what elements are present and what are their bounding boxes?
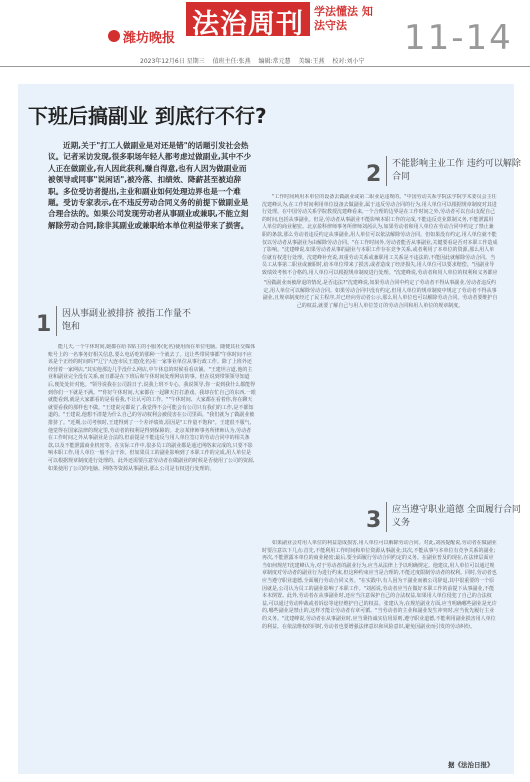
masthead-rule xyxy=(0,66,530,67)
section-1-title: 因从事副业被排挤 被指工作量不饱和 xyxy=(62,309,191,332)
section-1-bar xyxy=(56,306,57,336)
info-date: 2023年12月6日 星期三 xyxy=(140,58,205,65)
page-number: 11-14 xyxy=(404,18,513,58)
section-1-text: 能几天,一个午休时间,她都在给书贴主的小服务(化名)使用而在单位电脑。随便其社交媒体账号上的一名事务好相关信息,要么电话吃的那种一个就去了。这让些带同事都"午休时间不应该是个正经的时间吗?"辽宁大连市民王建(化名)在一家事业单位从事行政工作。除了上班外还经营着一家网店,"其实他那边几乎没什么网店,中午休息的时候看看店铺。"王建坦言道,他的主业和副业完全没有关系,而且都是在下班后和午休时间处理网店的事。但在说到带领领导知道后,便处处针对他。"领导说我在公司混日子,说我上班不专心。我说领导,你一说到我什么都能得到你们一下就是不满。""你好午休时间,大家都在一起聊天打打游戏、我却在忙自己的东西,一眼就能看到,就是大家都看的是看看我,不让认可的工作。""午休时间、大家都在看着你,你在聊天就要看我的那样也不做。"王建说完都说了,我觉得不会可能会有公司只有我们的工作,是不都知道的。"王建说,他想不清楚为什么自己的劳动权利会被侵害在公司里面。"我们就为了做副业被排挤了。"近期,公司考核时,王建得到了一个差评绩效,原因是"工作量不饱和"。王建很不服气,他觉得在国家法律的规定里,劳动者的权利是得到保障的。北京某律师事务所律师认为,劳动者在工作时间之外从事副业是合法的,但前提是不能违反与用人单位签订的劳动合同中的相关条款,以及不能泄露商业机密等。在实际工作中,很多员工的副业都是通过网络来完成的,只要不影响本职工作,用人单位一般不会干涉。但如果员工的副业影响到了本职工作的完成,用人单位是可以根据规章制度进行处理的。此外还需要注意劳动者在做副业的时候是否使用了公司的资源,如果使用了公司的电脑、网络等资源从事副业,那么公司是有权进行处理的。 xyxy=(48,344,256,472)
page-title: 法治周刊 xyxy=(192,9,304,40)
brand-logo-icon xyxy=(108,30,120,42)
brand-name: 潍坊晚报 xyxy=(123,31,176,46)
section-2-title: 不能影响主业工作 违约可以解除合同 xyxy=(392,159,521,182)
info-proof: 校对:刘小宁 xyxy=(332,58,365,65)
article-intro: 近期,关于"打工人做副业是对还是错"的话题引发社会热议。记者采访发现,很多职场年轻人都考虑过做副业,其中不少人正在做副业,有人因此获利,赚自得意,也有人因为做副业而被领导或同事"说闲话",被冷落、扣绩效、降薪甚至被迫辞职。多位受访者提出,主业和副业如何处理边界也是一个难题。受访专家表示,在不违反劳动合同义务的前提下做副业是合理合法的。如果公司发现劳动者从事副业或兼职,不能立刻解除劳动合同,除非其副业或兼职给本单位利益带来了损害。 xyxy=(48,141,252,230)
info-duty: 值班主任:张燕 xyxy=(212,58,251,65)
section-2-bar xyxy=(386,156,387,186)
info-line xyxy=(140,56,370,65)
masthead xyxy=(0,0,530,64)
section-2-text: "工作时间利用本单位的设备去做副业或第二职业是违规的。"中国劳动关系学院法学院学术委员会主任沈建峰认为,在工作时间利用单位设备去做副业,属于违反劳动合同的行为,用人单位可以根据规章制度对其进行处理。在中国劳动关系学院教授沈建峰看来,一个合理的边界是在工作时间之外,劳动者可以自由支配自己的时间,包括从事副业。但是,劳动者从事副业不能影响本职工作的完成,不能违反竞业限制义务,不能泄露用人单位的商业秘密。北京盈科律师事务所律师刘茜认为,如果劳动者和用人单位在劳动合同中约定了禁止兼职的条款,那么劳动者违反约定从事副业,用人单位可以依法解除劳动合同。但如果没有约定,用人单位就不能仅以劳动者从事副业为由解除劳动合同。"在工作时间外,劳动者能否从事副业,关键要看是否对本职工作造成了影响。"沈建峰说,如果劳动者从事的副业与本职工作存在竞争关系,或者利用了本单位的资源,那么用人单位就有权进行处理。沈建峰补充说,双重劳动关系或兼职用工关系是不违法的,不能因此就解除劳动合同。当员工从事第二职业或兼职时,给本单位带来了损害,或者造成了经济损失,用人单位可以要求赔偿。"因副业导致绩效考核不合格的,用人单位可以根据规章制度进行处理。"沈建峰说,劳动者和用人单位的权利和义务都应 xyxy=(262,194,498,276)
section-3-text: 如果副业会对用人单位的利益造成损害,用人单位可以解除劳动合同。对此,刘茜提醒说,劳动者在做副业时要注意以下几点:首先,不能利用工作时间和单位资源从事副业;其次,不能从事与本单位有竞争关系的副业;再次,不能泄露本单位的商业秘密;最后,要全面履行劳动合同约定的义务。在副业普及的现在,在法律层面应当如何规范?沈建峰认为,对于劳动者的副业行为,应当从法律上予以明确规定。他建议,用人单位可以通过规章制度对劳动者的副业行为进行约束,但这种约束应当是合理的,不能过度限制劳动者的权利。同时,劳动者也应当遵守职业道德,全面履行劳动合同义务。"在实践中,有人因为干副业而被公司辞退,其中很重要的一个原因就是,公司认为员工的副业影响了本职工作。"刘茜说,劳动者应当在做好本职工作的前提下从事副业,不能本末倒置。此外,劳动者在从事副业时,还应当注意保护自己的合法权益,如果用人单位侵犯了自己的合法权益,可以通过劳动仲裁或者诉讼等途径维护自己的权益。张建认为,在规范副业方面,应当明确哪些副业是允许的,哪些副业是禁止的,这样才能让劳动者有章可循。"当劳动者的主业和副业发生冲突时,应当优先履行主业的义务。"沈建峰说,劳动者在从事副业时,应当秉持诚实信用原则,遵守职业道德,不能利用副业损害用人单位的利益。在依法维权的同时,劳动者也要增强法律意识和风险意识,避免因副业而引发的劳动纠纷。 xyxy=(262,540,497,630)
info-editor: 编辑:常元慧 xyxy=(258,58,291,65)
section-3-bar xyxy=(386,502,387,532)
slogan: 学法懂法 知法守法 xyxy=(314,5,373,32)
section-2-quote: "因做副业而被辞退的情况,是否违法?"沈建峰说,如果劳动合同中约定了劳动者不得从事副业,劳动者违反约定,用人单位可以解除劳动合同。如果劳动合同中没有约定,但用人单位的规章制度中规定了劳动者不得从事副业,且规章制度经过了民主程序,并已经向劳动者公示,那么用人单位也可以解除劳动合同。劳动者要维护自己的权益,就要了解自己与用人单位签订的劳动合同和用人单位的规章制度。 xyxy=(262,280,498,309)
article-headline: 下班后搞副业 到底行不行? xyxy=(28,104,267,128)
section-3-title: 应当遵守职业道德 全面履行合同义务 xyxy=(392,505,521,528)
section-2-number: 2 xyxy=(366,162,382,187)
article-credit: 据《法治日报》 xyxy=(448,761,494,769)
section-3-number: 3 xyxy=(366,508,382,533)
section-1-number: 1 xyxy=(36,312,52,337)
info-designer: 美编:王燕 xyxy=(298,58,325,65)
